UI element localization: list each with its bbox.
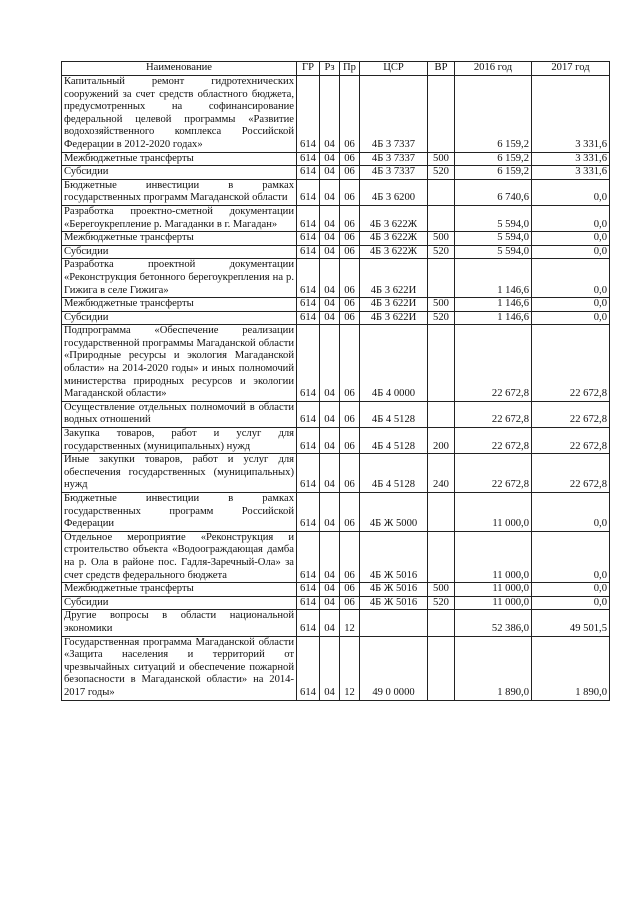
cell-rz: 04 <box>320 596 340 610</box>
cell-rz: 04 <box>320 531 340 582</box>
cell-2016: 1 146,6 <box>455 259 532 298</box>
cell-vr <box>428 493 455 532</box>
table-row <box>62 531 610 582</box>
cell-2017: 0,0 <box>532 596 610 610</box>
cell-name: Субсидии <box>62 596 297 610</box>
cell-pr: 06 <box>340 259 360 298</box>
cell-2017: 22 672,8 <box>532 401 610 427</box>
cell-2017: 0,0 <box>532 205 610 231</box>
cell-pr: 06 <box>340 298 360 312</box>
cell-rz: 04 <box>320 152 340 166</box>
cell-rz: 04 <box>320 325 340 402</box>
cell-2016: 22 672,8 <box>455 454 532 493</box>
cell-vr: 240 <box>428 454 455 493</box>
cell-csr: 4Б 3 7337 <box>360 166 428 180</box>
cell-pr: 06 <box>340 325 360 402</box>
cell-csr: 4Б Ж 5016 <box>360 596 428 610</box>
cell-csr: 4Б 3 622И <box>360 311 428 325</box>
table-row <box>62 325 610 402</box>
cell-gr: 614 <box>297 166 320 180</box>
cell-csr: 4Б 3 7337 <box>360 152 428 166</box>
table-row <box>62 596 610 610</box>
cell-2017: 3 331,6 <box>532 166 610 180</box>
cell-csr: 4Б Ж 5016 <box>360 531 428 582</box>
col-header-name: Наименование <box>62 62 297 76</box>
cell-rz: 04 <box>320 298 340 312</box>
cell-name: Субсидии <box>62 245 297 259</box>
cell-gr: 614 <box>297 259 320 298</box>
cell-2017: 0,0 <box>532 583 610 597</box>
cell-name: Закупка товаров, работ и услуг для государственных (муниципальных) нужд <box>62 428 297 454</box>
cell-csr: 4Б 4 5128 <box>360 454 428 493</box>
table-row <box>62 259 610 298</box>
cell-vr: 200 <box>428 428 455 454</box>
col-header-pr: Пр <box>340 62 360 76</box>
cell-name: Капитальный ремонт гидротехнических сооружений за счет средств областного бюджета, предусмотренных на софинансирование федеральной целевой программы «Развитие водохозяйственного комплекса Российской Федерации в 2012-2020 годах» <box>62 76 297 153</box>
cell-2017: 0,0 <box>532 179 610 205</box>
cell-rz: 04 <box>320 205 340 231</box>
cell-2017: 0,0 <box>532 298 610 312</box>
budget-table <box>61 61 610 701</box>
table-row <box>62 298 610 312</box>
cell-name: Межбюджетные трансферты <box>62 298 297 312</box>
cell-pr: 06 <box>340 454 360 493</box>
table-row <box>62 493 610 532</box>
cell-pr: 06 <box>340 531 360 582</box>
table-row <box>62 152 610 166</box>
cell-vr: 520 <box>428 596 455 610</box>
cell-gr: 614 <box>297 531 320 582</box>
col-header-gr: ГР <box>297 62 320 76</box>
table-row <box>62 232 610 246</box>
cell-name: Межбюджетные трансферты <box>62 152 297 166</box>
cell-2016: 11 000,0 <box>455 596 532 610</box>
cell-name: Иные закупки товаров, работ и услуг для обеспечения государственных (муниципальных) нужд <box>62 454 297 493</box>
cell-gr: 614 <box>297 493 320 532</box>
cell-name: Субсидии <box>62 311 297 325</box>
cell-vr: 520 <box>428 245 455 259</box>
cell-2016: 5 594,0 <box>455 205 532 231</box>
cell-pr: 06 <box>340 245 360 259</box>
cell-2017: 0,0 <box>532 245 610 259</box>
cell-vr: 520 <box>428 166 455 180</box>
cell-pr: 06 <box>340 232 360 246</box>
cell-vr <box>428 259 455 298</box>
cell-2016: 5 594,0 <box>455 245 532 259</box>
cell-rz: 04 <box>320 428 340 454</box>
cell-csr: 4Б 3 7337 <box>360 76 428 153</box>
table-body <box>62 76 610 701</box>
cell-name: Подпрограмма «Обеспечение реализации государственной программы Магаданской области «Природные ресурсы и экология Магаданской области» на 2014-2020 годы» и иных полномочий министерства природных ресурсов и экологии Магаданской области» <box>62 325 297 402</box>
cell-2016: 11 000,0 <box>455 493 532 532</box>
cell-2016: 1 146,6 <box>455 298 532 312</box>
cell-vr <box>428 325 455 402</box>
cell-csr: 4Б 3 622И <box>360 259 428 298</box>
cell-2016: 22 672,8 <box>455 428 532 454</box>
cell-pr: 06 <box>340 583 360 597</box>
cell-rz: 04 <box>320 245 340 259</box>
cell-vr <box>428 76 455 153</box>
cell-name: Межбюджетные трансферты <box>62 232 297 246</box>
cell-name: Бюджетные инвестиции в рамках государственных программ Российской Федерации <box>62 493 297 532</box>
cell-2016: 11 000,0 <box>455 531 532 582</box>
cell-csr: 4Б 4 0000 <box>360 325 428 402</box>
table-row <box>62 311 610 325</box>
cell-2016: 6 740,6 <box>455 179 532 205</box>
cell-gr: 614 <box>297 311 320 325</box>
cell-gr: 614 <box>297 232 320 246</box>
cell-rz: 04 <box>320 179 340 205</box>
cell-csr: 4Б 4 5128 <box>360 428 428 454</box>
cell-pr: 06 <box>340 179 360 205</box>
cell-csr <box>360 610 428 636</box>
cell-rz: 04 <box>320 610 340 636</box>
cell-name: Другие вопросы в области национальной экономики <box>62 610 297 636</box>
cell-2016: 6 159,2 <box>455 152 532 166</box>
cell-csr: 4Б 4 5128 <box>360 401 428 427</box>
cell-gr: 614 <box>297 583 320 597</box>
cell-gr: 614 <box>297 179 320 205</box>
cell-2016: 11 000,0 <box>455 583 532 597</box>
col-header-2016: 2016 год <box>455 62 532 76</box>
cell-pr: 12 <box>340 610 360 636</box>
cell-2016: 22 672,8 <box>455 401 532 427</box>
cell-csr: 4Б 3 622Ж <box>360 232 428 246</box>
cell-2017: 0,0 <box>532 531 610 582</box>
col-header-csr: ЦСР <box>360 62 428 76</box>
table-row <box>62 179 610 205</box>
cell-2016: 5 594,0 <box>455 232 532 246</box>
cell-rz: 04 <box>320 454 340 493</box>
cell-vr: 500 <box>428 298 455 312</box>
cell-pr: 06 <box>340 493 360 532</box>
cell-csr: 4Б 3 622Ж <box>360 245 428 259</box>
cell-vr: 500 <box>428 152 455 166</box>
cell-csr: 4Б Ж 5016 <box>360 583 428 597</box>
cell-vr <box>428 636 455 700</box>
cell-gr: 614 <box>297 428 320 454</box>
cell-vr <box>428 179 455 205</box>
cell-pr: 06 <box>340 76 360 153</box>
cell-vr <box>428 531 455 582</box>
cell-2017: 0,0 <box>532 311 610 325</box>
cell-pr: 06 <box>340 166 360 180</box>
cell-2017: 49 501,5 <box>532 610 610 636</box>
table-row <box>62 76 610 153</box>
cell-2017: 0,0 <box>532 493 610 532</box>
cell-name: Разработка проектной документации «Реконструкция бетонного берегоукрепления на р. Гижига в селе Гижига» <box>62 259 297 298</box>
cell-csr: 4Б 3 6200 <box>360 179 428 205</box>
cell-2016: 1 890,0 <box>455 636 532 700</box>
cell-2017: 0,0 <box>532 232 610 246</box>
cell-rz: 04 <box>320 583 340 597</box>
cell-rz: 04 <box>320 232 340 246</box>
table-row <box>62 583 610 597</box>
table-row <box>62 636 610 700</box>
cell-name: Отдельное мероприятие «Реконструкция и строительство объекта «Водоограждающая дамба на р. Ола в районе пос. Гадля-Заречный-Ола» за счет средств федерального бюджета <box>62 531 297 582</box>
cell-name: Межбюджетные трансферты <box>62 583 297 597</box>
table-row <box>62 401 610 427</box>
cell-csr: 49 0 0000 <box>360 636 428 700</box>
cell-rz: 04 <box>320 401 340 427</box>
cell-gr: 614 <box>297 298 320 312</box>
cell-2017: 1 890,0 <box>532 636 610 700</box>
table-row <box>62 205 610 231</box>
cell-gr: 614 <box>297 76 320 153</box>
cell-vr: 500 <box>428 583 455 597</box>
cell-gr: 614 <box>297 636 320 700</box>
cell-2016: 22 672,8 <box>455 325 532 402</box>
cell-gr: 614 <box>297 610 320 636</box>
cell-gr: 614 <box>297 205 320 231</box>
cell-rz: 04 <box>320 311 340 325</box>
cell-pr: 06 <box>340 152 360 166</box>
col-header-vr: ВР <box>428 62 455 76</box>
col-header-2017: 2017 год <box>532 62 610 76</box>
cell-gr: 614 <box>297 325 320 402</box>
cell-gr: 614 <box>297 596 320 610</box>
cell-vr <box>428 610 455 636</box>
table-header-row <box>62 62 610 76</box>
cell-gr: 614 <box>297 245 320 259</box>
table-row <box>62 454 610 493</box>
cell-rz: 04 <box>320 636 340 700</box>
cell-2017: 22 672,8 <box>532 428 610 454</box>
cell-vr: 500 <box>428 232 455 246</box>
cell-name: Государственная программа Магаданской области «Защита населения и территорий от чрезвычайных ситуаций и обеспечение пожарной безопасности в Магаданской области» на 2014-2017 годы» <box>62 636 297 700</box>
cell-name: Бюджетные инвестиции в рамках государственных программ Магаданской области <box>62 179 297 205</box>
cell-2017: 3 331,6 <box>532 152 610 166</box>
cell-2016: 6 159,2 <box>455 76 532 153</box>
cell-name: Разработка проектно-сметной документации «Берегоукрепление р. Магаданки в г. Магадан» <box>62 205 297 231</box>
cell-name: Осуществление отдельных полномочий в области водных отношений <box>62 401 297 427</box>
cell-csr: 4Б Ж 5000 <box>360 493 428 532</box>
cell-pr: 06 <box>340 311 360 325</box>
cell-name: Субсидии <box>62 166 297 180</box>
cell-vr <box>428 401 455 427</box>
cell-vr <box>428 205 455 231</box>
cell-csr: 4Б 3 622И <box>360 298 428 312</box>
cell-gr: 614 <box>297 401 320 427</box>
cell-rz: 04 <box>320 493 340 532</box>
cell-pr: 06 <box>340 401 360 427</box>
cell-pr: 06 <box>340 205 360 231</box>
table-row <box>62 166 610 180</box>
cell-gr: 614 <box>297 152 320 166</box>
cell-gr: 614 <box>297 454 320 493</box>
cell-csr: 4Б 3 622Ж <box>360 205 428 231</box>
cell-2017: 22 672,8 <box>532 454 610 493</box>
cell-2017: 3 331,6 <box>532 76 610 153</box>
cell-2017: 0,0 <box>532 259 610 298</box>
cell-2016: 1 146,6 <box>455 311 532 325</box>
cell-vr: 520 <box>428 311 455 325</box>
cell-2016: 52 386,0 <box>455 610 532 636</box>
cell-rz: 04 <box>320 166 340 180</box>
cell-2016: 6 159,2 <box>455 166 532 180</box>
table-row <box>62 610 610 636</box>
cell-pr: 12 <box>340 636 360 700</box>
col-header-rz: Рз <box>320 62 340 76</box>
cell-rz: 04 <box>320 76 340 153</box>
cell-2017: 22 672,8 <box>532 325 610 402</box>
cell-pr: 06 <box>340 428 360 454</box>
table-row <box>62 245 610 259</box>
cell-pr: 06 <box>340 596 360 610</box>
cell-rz: 04 <box>320 259 340 298</box>
table-row <box>62 428 610 454</box>
